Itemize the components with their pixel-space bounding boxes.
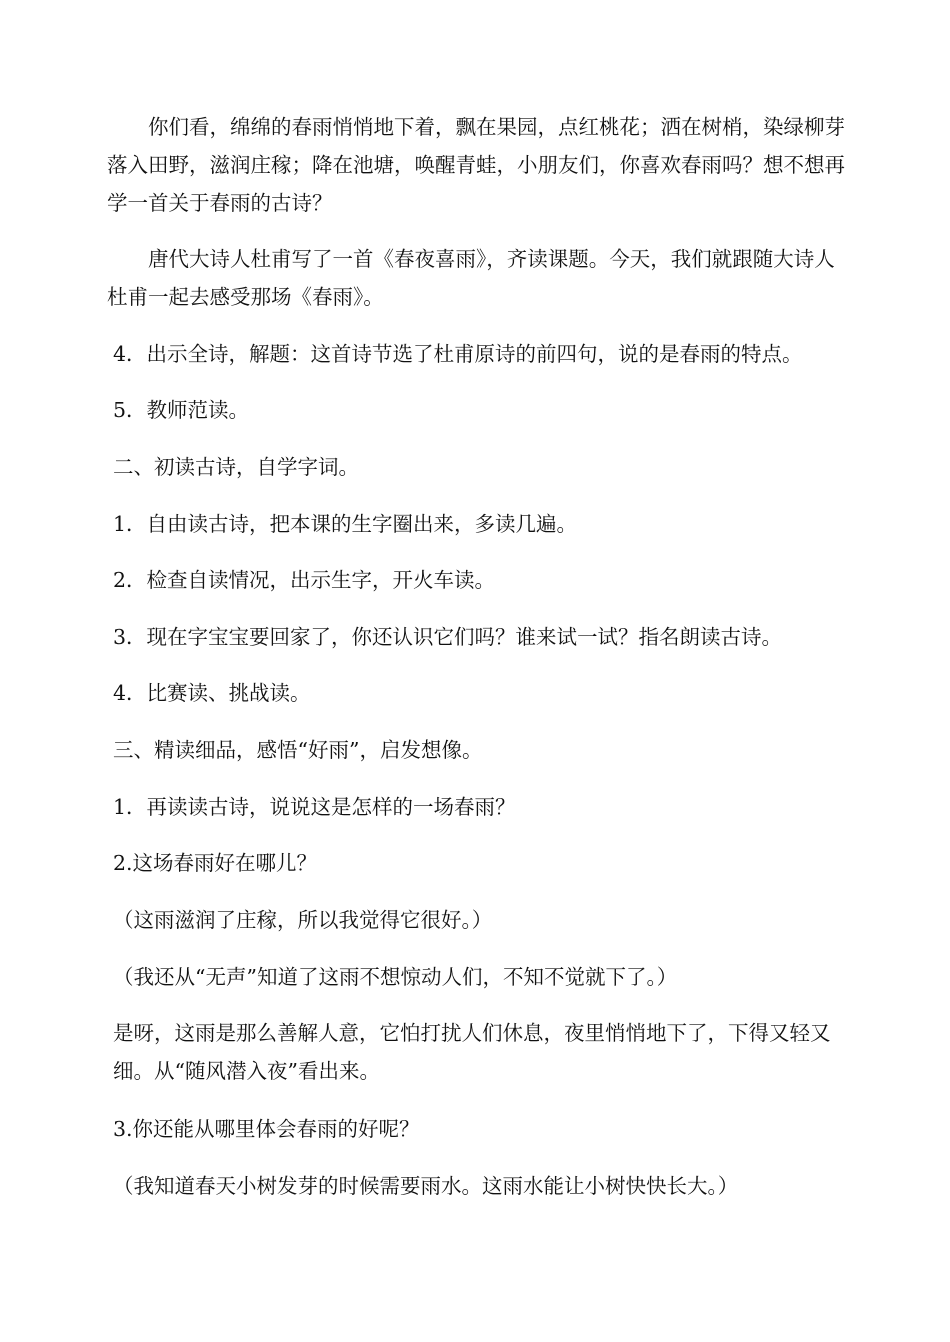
text-line: 细。从“随风潜入夜”看出来。 [113, 1059, 380, 1083]
paragraph-considerate-rain [113, 1014, 831, 1090]
step-3-characters: 3．现在字宝宝要回家了，你还认识它们吗？谁来试一试？指名朗读古诗。 [113, 625, 783, 649]
question-2: 2.这场春雨好在哪儿？ [113, 851, 318, 875]
paragraph-dufu [107, 240, 835, 316]
text-line: 你们看，绵绵的春雨悄悄地下着，飘在果园，点红桃花；洒在树梢，染绿柳芽 [148, 115, 845, 139]
question-1: 1．再读读古诗，说说这是怎样的一场春雨？ [113, 795, 516, 819]
answer-crops: （这雨滋润了庄稼，所以我觉得它很好。） [113, 908, 493, 932]
step-4-show-poem: 4．出示全诗，解题：这首诗节选了杜甫原诗的前四句，说的是春雨的特点。 [113, 342, 803, 366]
step-5-teacher-reading: 5．教师范读。 [113, 398, 250, 422]
section-3-heading: 三、精读细品，感悟“好雨”，启发想像。 [113, 738, 483, 762]
answer-silent: （我还从“无声”知道了这雨不想惊动人们，不知不觉就下了。） [113, 965, 678, 989]
text-line: 是呀，这雨是那么善解人意，它怕打扰人们休息，夜里悄悄地下了，下得又轻又 [113, 1021, 831, 1045]
section-2-heading: 二、初读古诗，自学字词。 [113, 455, 359, 479]
text-line: 唐代大诗人杜甫写了一首《春夜喜雨》，齐读课题。今天，我们就跟随大诗人 [148, 247, 835, 271]
answer-trees: （我知道春天小树发芽的时候需要雨水。这雨水能让小树快快长大。） [113, 1174, 739, 1198]
step-4-contest-reading: 4．比赛读、挑战读。 [113, 681, 311, 705]
question-3: 3.你还能从哪里体会春雨的好呢？ [113, 1117, 420, 1141]
paragraph-intro [107, 108, 845, 222]
text-line: 学一首关于春雨的古诗？ [107, 191, 333, 215]
step-1-free-reading: 1．自由读古诗，把本课的生字圈出来，多读几遍。 [113, 512, 578, 536]
text-line: 落入田野，滋润庄稼；降在池塘，唤醒青蛙，小朋友们，你喜欢春雨吗？想不想再 [107, 153, 845, 177]
text-line: 杜甫一起去感受那场《春雨》。 [107, 285, 384, 309]
step-2-check-reading: 2．检查自读情况，出示生字，开火车读。 [113, 568, 496, 592]
